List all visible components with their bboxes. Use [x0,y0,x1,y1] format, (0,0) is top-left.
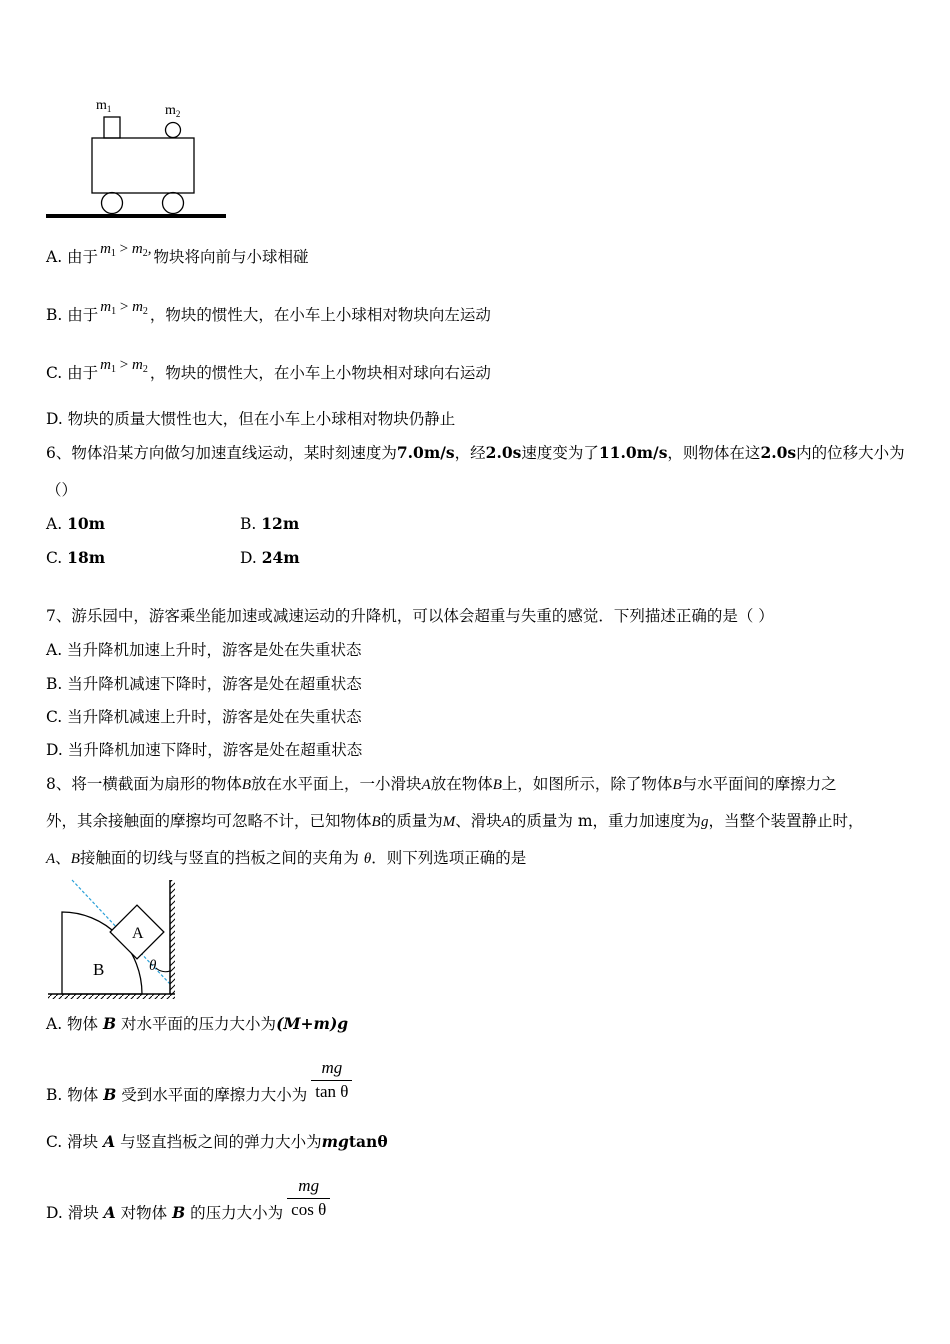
sector-figure [44,876,184,1002]
block-a-label: A [132,925,144,942]
q6-option-c[interactable]: C. 18m [46,548,106,567]
q8-option-c[interactable]: C. 滑块 A 与竖直挡板之间的弹力大小为mgtanθ [46,1132,388,1151]
cart-figure [40,92,240,224]
theta-label: θ [149,958,157,974]
cart-body [92,138,194,193]
fraction-mg-over-tan-theta: $\frac{mg}{\text{tan θ}}$ [311,1058,352,1102]
q7-stem: 7、游乐园中，游客乘坐能加速或减速运动的升降机，可以体会超重与失重的感觉．下列描述正确的是（ ） [46,607,774,625]
q8-stem-line-2: 外，其余接触面的摩擦均可忽略不计，已知物体B的质量为M、滑块A的质量为 m，重力加速度为g，当整个装置静止时， [46,812,864,830]
ground-line [46,214,226,218]
q8-stem-line-1: 8、将一横截面为扇形的物体B放在水平面上，一小滑块A放在物体B上，如图所示，除了物体B与水平面间的摩擦力之 [46,775,837,793]
q5-option-d[interactable]: D. 物块的质量大惯性也大，但在小车上小球相对物块仍静止 [46,410,456,428]
q6-stem: 6、物体沿某方向做匀加速直线运动，某时刻速度为7.0m/s，经2.0s速度变为了11.0m/s，则物体在这2.0s内的位移大小为 [46,443,905,462]
wall-hatch [170,880,175,994]
fraction-mg-over-cos-theta: $\frac{mg}{\text{cos θ}}$ [287,1176,330,1220]
formula-m1-gt-m2: $m_1 > m_2$, [100,241,152,259]
q6-option-a[interactable]: A. 10m [46,514,106,533]
ball-m2 [166,123,181,138]
block-m1 [104,117,120,138]
q8-stem-line-3: A、B接触面的切线与竖直的挡板之间的夹角为 θ．则下列选项正确的是 [46,849,527,867]
q6-option-d[interactable]: D. 24m [240,548,300,567]
q7-option-a[interactable]: A. 当升降机加速上升时，游客是处在失重状态 [46,641,362,659]
q7-option-b[interactable]: B. 当升降机减速下降时，游客是处在超重状态 [46,675,362,693]
q5-option-b[interactable]: B. 由于 $m_1 > m_2$ ，物块的惯性大，在小车上小球相对物块向左运动 [46,299,491,324]
cart-label-m2: $m_2$ [165,103,181,119]
formula-m1-gt-m2: $m_1 > m_2$ [100,357,148,375]
q8-option-d[interactable]: D. 滑块 A 对物体 B 的压力大小为 $\frac{mg}{\text{cos θ}}$ [46,1176,330,1220]
cart-label-m1: $m_1$ [96,98,112,114]
q7-option-c[interactable]: C. 当升降机减速上升时，游客是处在失重状态 [46,708,362,726]
formula-m1-gt-m2: $m_1 > m_2$ [100,299,148,317]
ground-hatch [48,994,175,999]
cart-wheel-left [102,193,123,214]
q5-option-a[interactable]: A. 由于 $m_1 > m_2$, 物块将向前与小球相碰 [46,241,309,266]
q5-option-c[interactable]: C. 由于 $m_1 > m_2$ ，物块的惯性大，在小车上小物块相对球向右运动 [46,357,491,382]
q7-option-d[interactable]: D. 当升降机加速下降时，游客是处在超重状态 [46,741,363,759]
q6-option-b[interactable]: B. 12m [240,514,300,533]
q6-answer-paren: （） [46,481,78,499]
sector-b-label: B [93,960,105,979]
q8-option-b[interactable]: B. 物体 B 受到水平面的摩擦力大小为 $\frac{mg}{\text{tan θ}}$ [46,1058,352,1102]
cart-wheel-right [163,193,184,214]
q8-option-a[interactable]: A. 物体 B 对水平面的压力大小为(M+m)g [46,1014,349,1033]
